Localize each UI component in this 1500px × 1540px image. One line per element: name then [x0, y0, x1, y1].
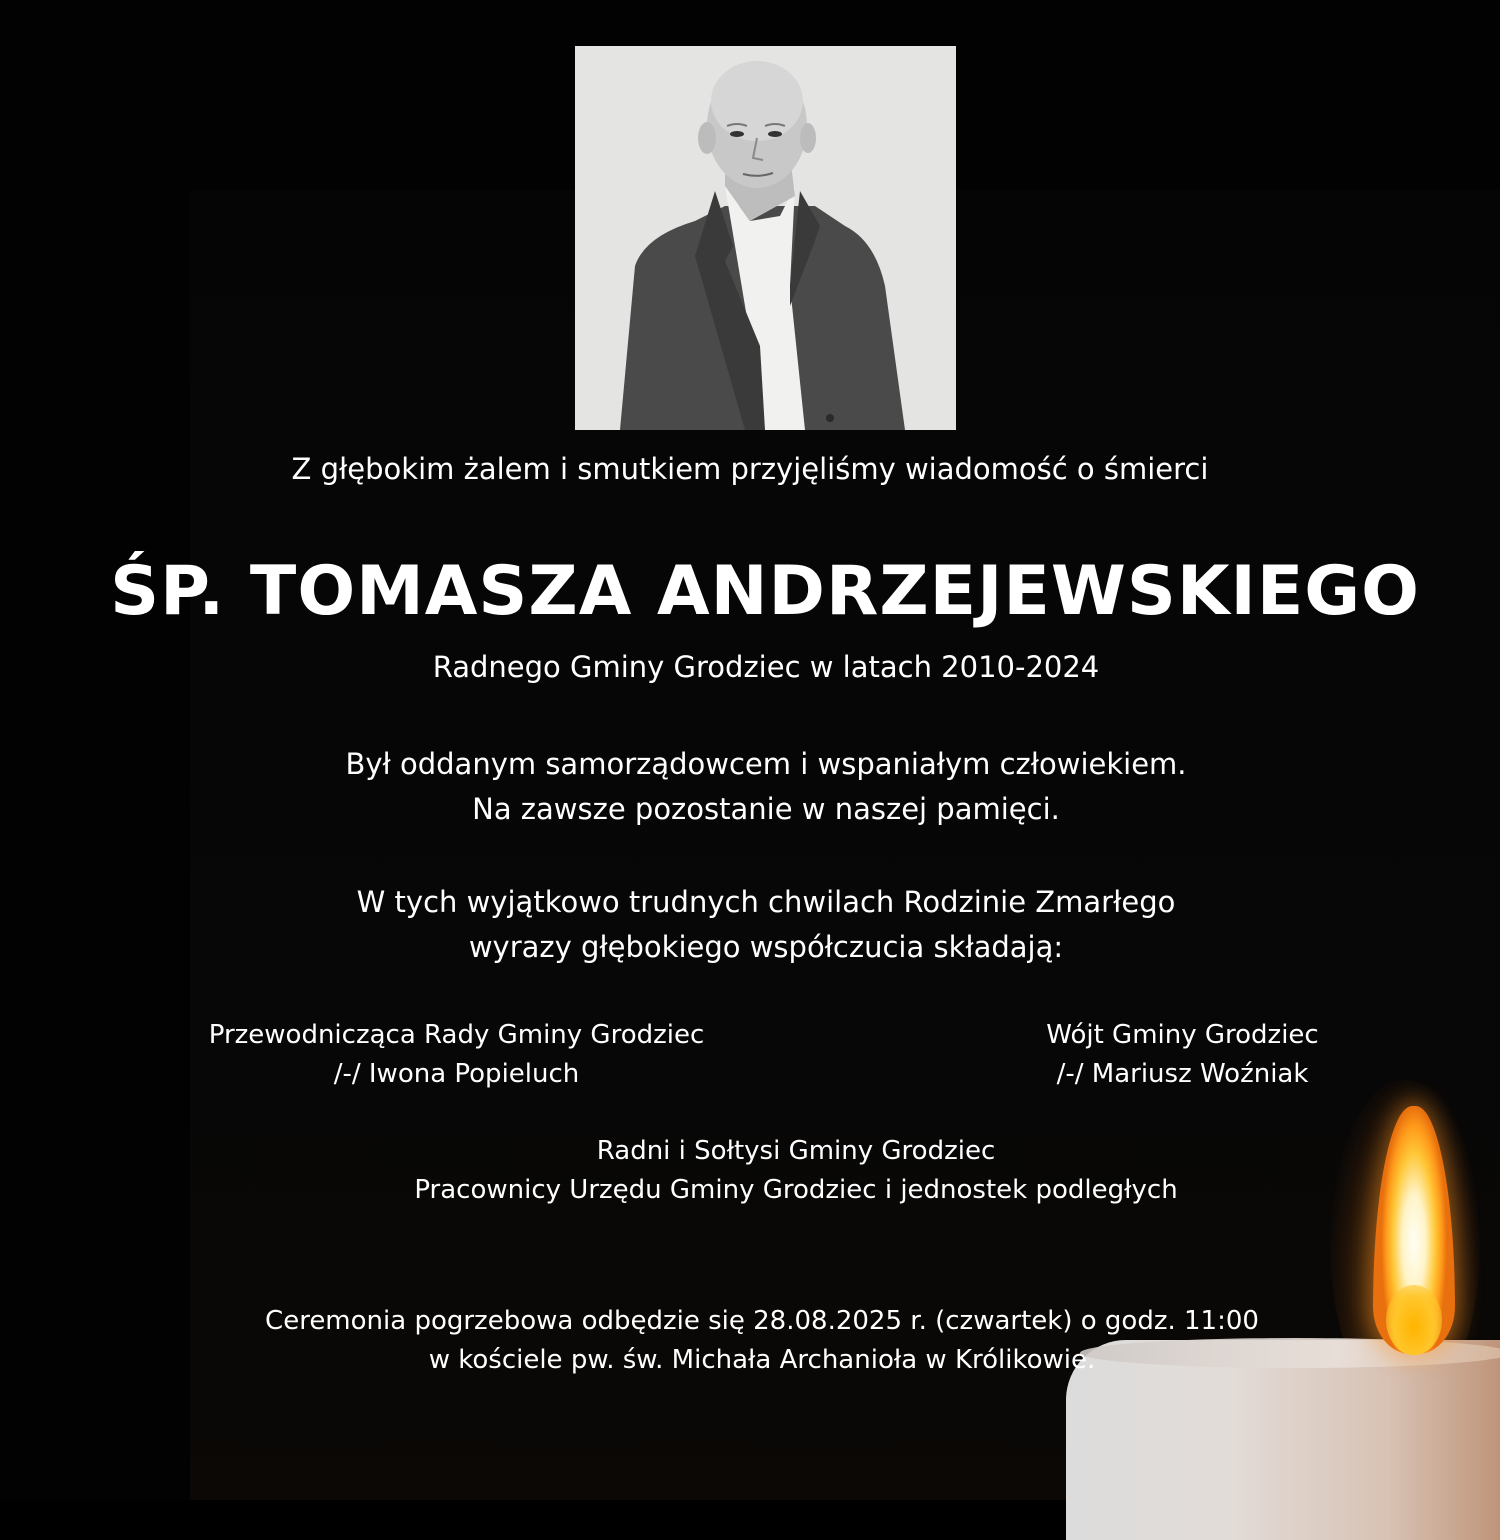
ceremony-info	[12, 1302, 1500, 1380]
ceremony-line: w kościele pw. św. Michała Archanioła w Królikowie.	[428, 1345, 1096, 1375]
portrait-photo	[575, 46, 956, 430]
intro-text: Z głębokim żalem i smutkiem przyjęliśmy wiadomość o śmierci	[291, 452, 1209, 486]
tribute-line: Na zawsze pozostanie w naszej pamięci.	[472, 792, 1060, 826]
signatory-group: Pracownicy Urzędu Gminy Grodziec i jednostek podległych	[414, 1175, 1178, 1205]
condolence-line: W tych wyjątkowo trudnych chwilach Rodzinie Zmarłego	[356, 885, 1176, 919]
condolence-text	[16, 880, 1500, 970]
signatory-groups	[46, 1132, 1500, 1210]
portrait-illustration	[575, 46, 956, 430]
deceased-name: ŚP. TOMASZA ANDRZEJEWSKIEGO	[110, 552, 1420, 631]
signatory-title: Przewodnicząca Rady Gminy Grodziec	[208, 1020, 705, 1050]
tribute-line: Był oddanym samorządowcem i wspaniałym człowiekiem.	[345, 747, 1187, 781]
ceremony-line: Ceremonia pogrzebowa odbędzie się 28.08.2025 r. (czwartek) o godz. 11:00	[265, 1306, 1259, 1336]
signatory-chairwoman	[199, 1016, 714, 1094]
tribute-text	[16, 742, 1500, 832]
deceased-role: Radnego Gminy Grodziec w latach 2010-2024	[432, 650, 1100, 684]
signatory-title: Wójt Gminy Grodziec	[1046, 1020, 1319, 1050]
signatory-name: /-/ Iwona Popieluch	[333, 1059, 580, 1089]
condolence-line: wyrazy głębokiego współczucia składają:	[468, 930, 1064, 964]
signatory-mayor	[1030, 1016, 1335, 1094]
signatory-group: Radni i Sołtysi Gminy Grodziec	[596, 1136, 996, 1166]
signatory-name: /-/ Mariusz Woźniak	[1056, 1059, 1309, 1089]
